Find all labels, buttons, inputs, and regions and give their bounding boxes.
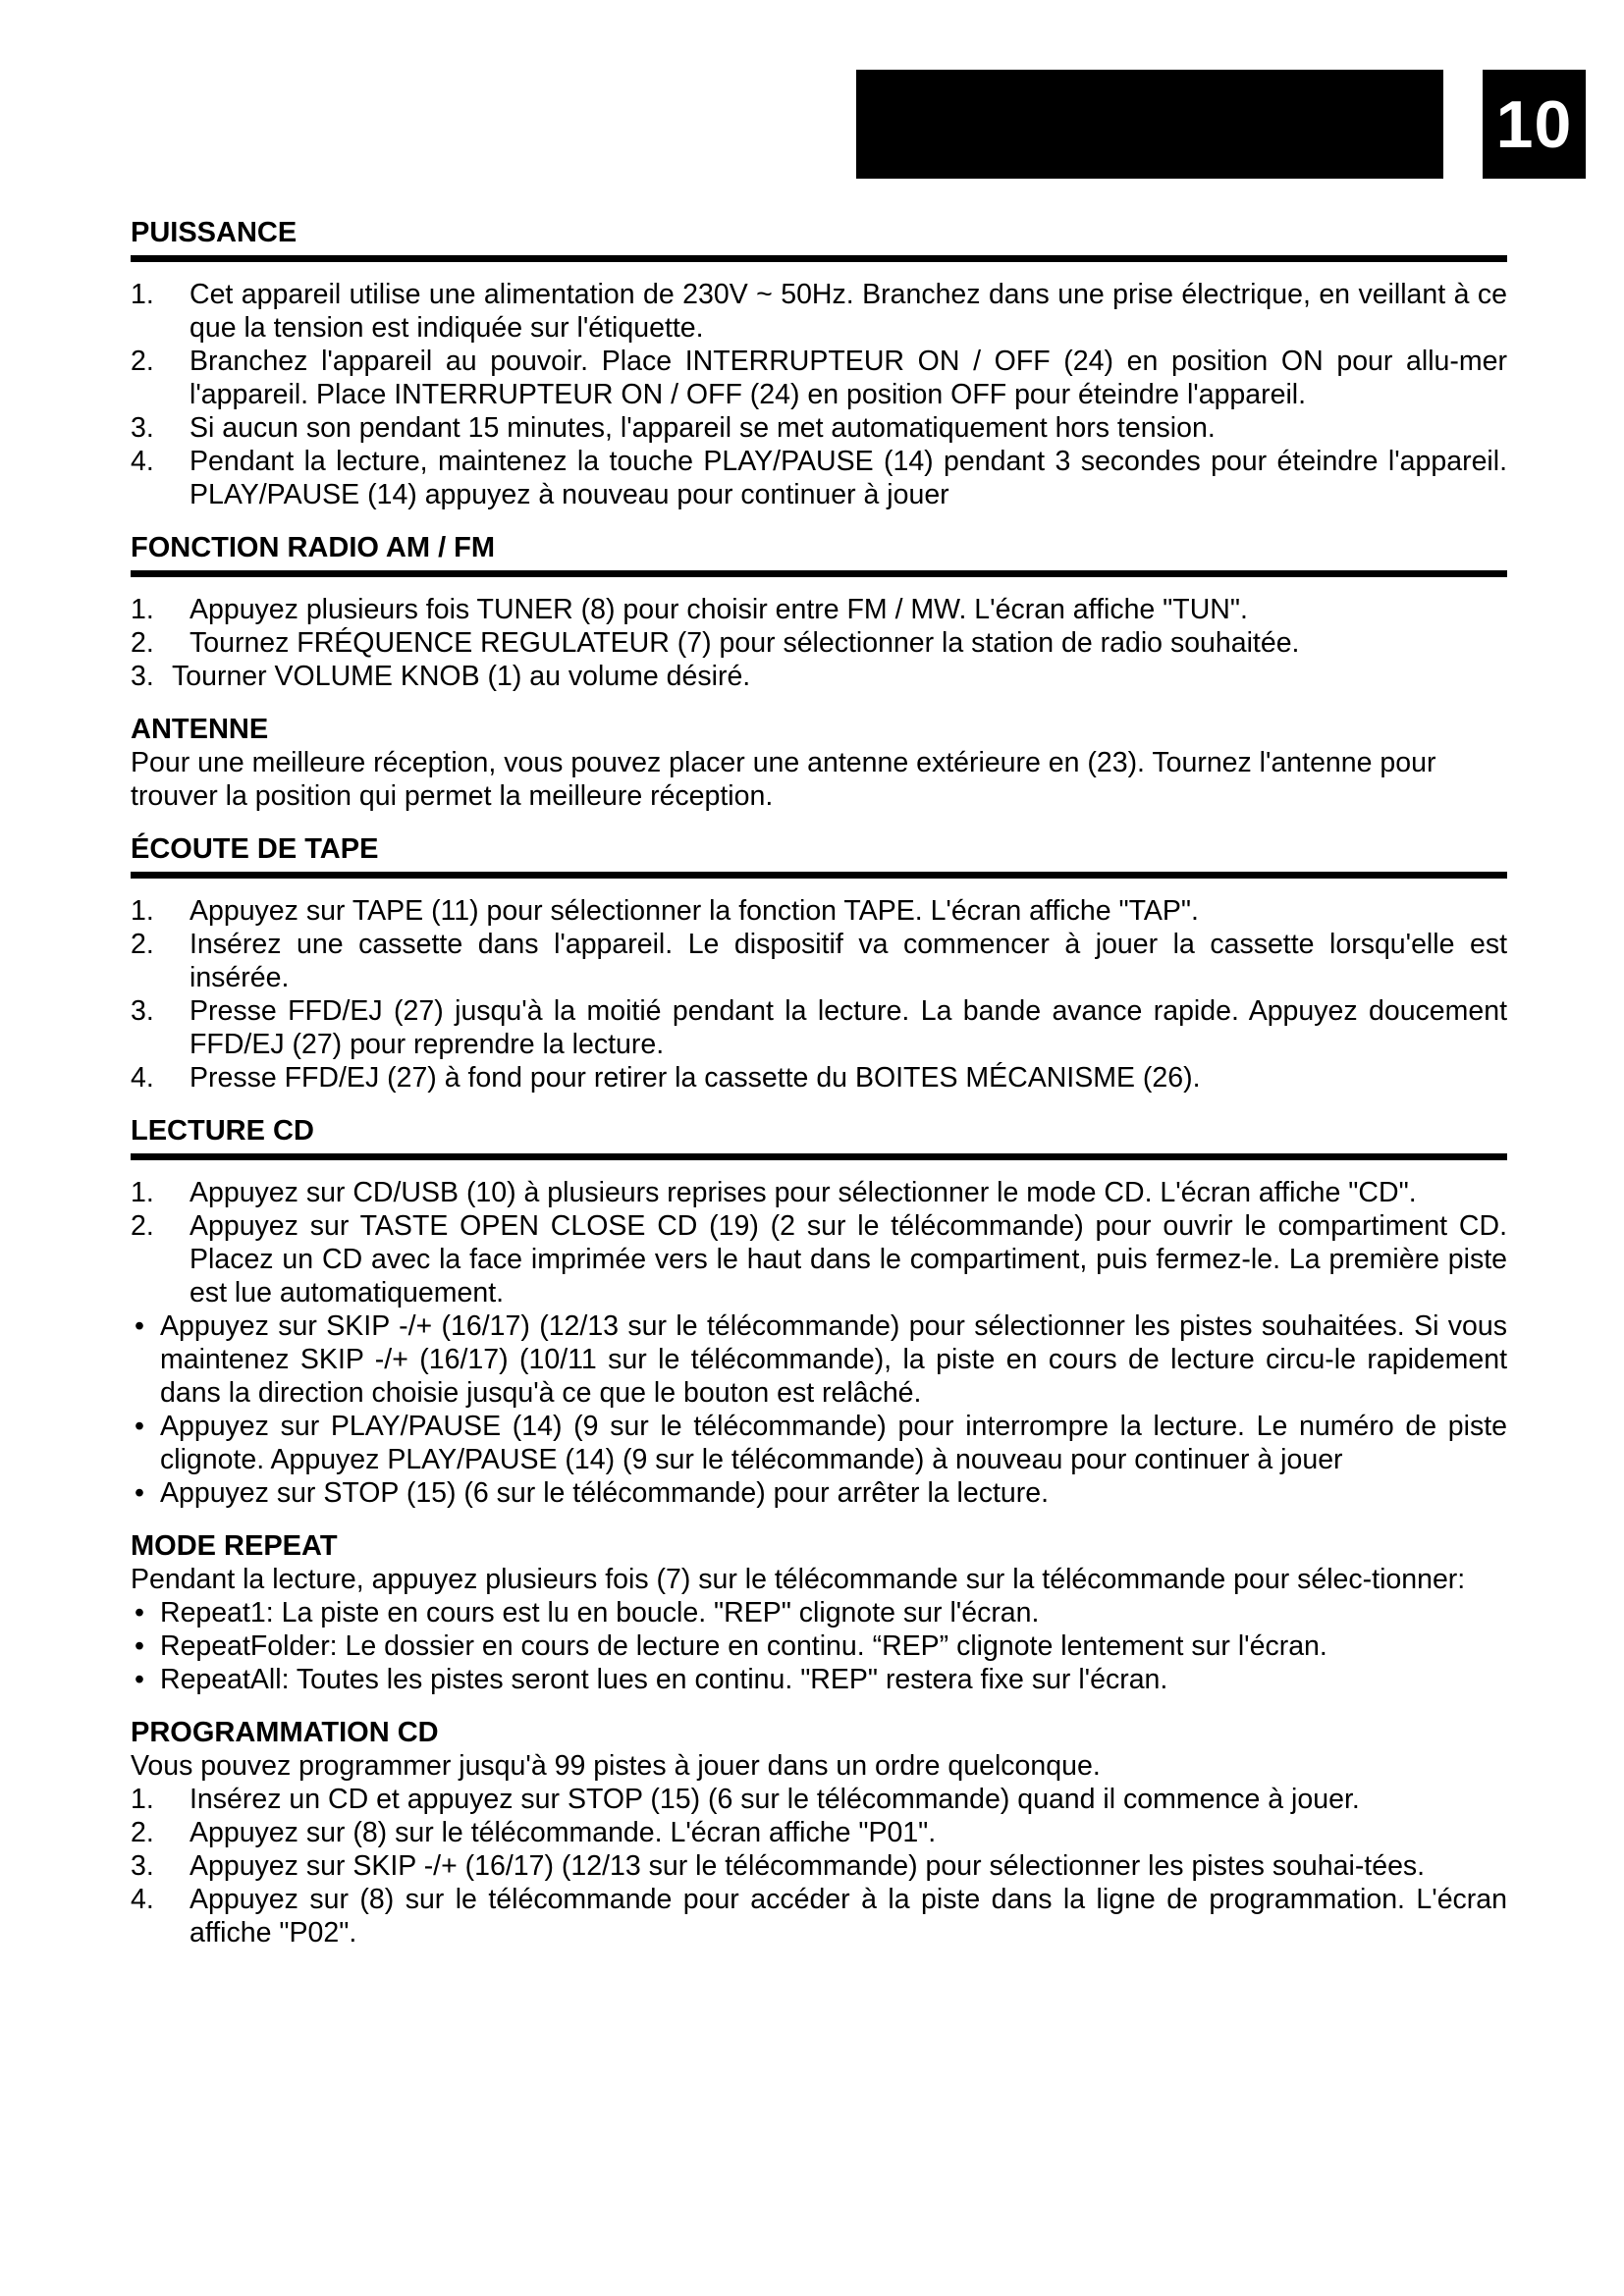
- list-item: [131, 660, 1507, 693]
- paragraph: Pour une meilleure réception, vous pouvez placer une antenne extérieure en (23). Tournez l'antenne pour trouver la position qui permet la meilleure réception.: [131, 747, 1436, 812]
- item-text: Branchez l'appareil au pouvoir. Place INTERRUPTEUR ON / OFF (24) en position ON pour allu-mer l'appareil. Place INTERRUPTEUR ON / OFF (24) en position OFF pour éteindre l'appareil.: [189, 346, 1507, 410]
- item-text: Appuyez sur TAPE (11) pour sélectionner la fonction TAPE. L'écran affiche "TAP".: [189, 895, 1199, 927]
- item-text: Pendant la lecture, maintenez la touche PLAY/PAUSE (14) pendant 3 secondes pour éteindre l'appareil. PLAY/PAUSE (14) appuyez à nouveau pour continuer à jouer: [189, 446, 1507, 510]
- list-item: [131, 445, 1507, 511]
- item-number: 4.: [131, 446, 154, 477]
- list-item: [131, 1176, 1507, 1209]
- document-body: [131, 216, 1507, 1949]
- item-number: 2.: [131, 1817, 154, 1848]
- section-repeat: [131, 1529, 1507, 1696]
- section-puissance: [131, 216, 1507, 511]
- list-item: [131, 1816, 1507, 1849]
- bullet-icon: •: [135, 1597, 144, 1629]
- list-item: [131, 1209, 1507, 1309]
- item-text: Tourner VOLUME KNOB (1) au volume désiré.: [172, 661, 751, 692]
- list-item: [131, 1061, 1507, 1095]
- item-number: 2.: [131, 627, 154, 659]
- item-number: 2.: [131, 1210, 154, 1242]
- bullet-item: [131, 1476, 1507, 1510]
- spacer: [131, 1696, 1507, 1716]
- section-cd: [131, 1114, 1507, 1510]
- bullet-icon: •: [135, 1664, 144, 1695]
- header-bar: [856, 70, 1443, 179]
- page-number-box: [1483, 70, 1586, 179]
- item-number: 2.: [131, 929, 154, 960]
- list-item: [131, 593, 1507, 626]
- spacer: [131, 1510, 1507, 1529]
- item-number: 4.: [131, 1062, 154, 1094]
- bullet-item: [131, 1309, 1507, 1410]
- section-title-puissance: PUISSANCE: [131, 217, 298, 248]
- bullet-item: [131, 1663, 1507, 1696]
- list-item: [131, 928, 1507, 994]
- item-number: 4.: [131, 1884, 154, 1915]
- item-number: 1.: [131, 1784, 154, 1815]
- section-radio: [131, 531, 1507, 693]
- item-text: Appuyez sur TASTE OPEN CLOSE CD (19) (2 sur le télécommande) pour ouvrir le compartiment CD. Placez un CD avec la face imprimée vers le haut dans le compartiment, puis fermez-le. La première piste est lue automatiquement.: [189, 1210, 1507, 1308]
- bullet-icon: •: [135, 1477, 144, 1509]
- spacer: [131, 693, 1507, 713]
- item-text: Tournez FRÉQUENCE REGULATEUR (7) pour sélectionner la station de radio souhaitée.: [189, 627, 1300, 659]
- item-text: Appuyez sur CD/USB (10) à plusieurs reprises pour sélectionner le mode CD. L'écran affiche "CD".: [189, 1177, 1417, 1208]
- item-number: 3.: [131, 661, 154, 692]
- paragraph: Vous pouvez programmer jusqu'à 99 pistes à jouer dans un ordre quelconque.: [131, 1750, 1101, 1782]
- item-number: 1.: [131, 279, 154, 310]
- section-rule: [131, 570, 1507, 577]
- page-number: 10: [1495, 86, 1573, 162]
- bullet-icon: •: [135, 1310, 144, 1342]
- list-item: [131, 994, 1507, 1061]
- item-text: Insérez une cassette dans l'appareil. Le dispositif va commencer à jouer la cassette lorsqu'elle est insérée.: [189, 929, 1507, 993]
- bullet-icon: •: [135, 1630, 144, 1662]
- bullet-text: Repeat1: La piste en cours est lu en boucle. "REP" clignote sur l'écran.: [160, 1597, 1040, 1629]
- bullet-item: [131, 1596, 1507, 1629]
- bullet-text: Appuyez sur STOP (15) (6 sur le télécommande) pour arrêter la lecture.: [160, 1477, 1050, 1509]
- item-text: Appuyez sur SKIP -/+ (16/17) (12/13 sur le télécommande) pour sélectionner les pistes souhai-tées.: [189, 1850, 1426, 1882]
- section-rule: [131, 1153, 1507, 1160]
- bullet-item: [131, 1629, 1507, 1663]
- paragraph: Pendant la lecture, appuyez plusieurs fois (7) sur le télécommande sur la télécommande pour sélec-tionner:: [131, 1564, 1466, 1595]
- bullet-text: RepeatAll: Toutes les pistes seront lues en continu. "REP" restera fixe sur l'écran.: [160, 1664, 1168, 1695]
- item-text: Insérez un CD et appuyez sur STOP (15) (6 sur le télécommande) quand il commence à jouer.: [189, 1784, 1360, 1815]
- list-item: [131, 1849, 1507, 1883]
- item-number: 1.: [131, 895, 154, 927]
- bullet-item: [131, 1410, 1507, 1476]
- bullet-icon: •: [135, 1411, 144, 1442]
- list-item: [131, 894, 1507, 928]
- list-item: [131, 1883, 1507, 1949]
- list-item: [131, 626, 1507, 660]
- section-title-repeat: MODE REPEAT: [131, 1530, 338, 1562]
- item-number: 3.: [131, 1850, 154, 1882]
- item-number: 3.: [131, 412, 154, 444]
- bullet-text: RepeatFolder: Le dossier en cours de lecture en continu. “REP” clignote lentement sur l'écran.: [160, 1630, 1327, 1662]
- section-title-cd: LECTURE CD: [131, 1115, 314, 1147]
- section-tape: [131, 832, 1507, 1095]
- item-text: Cet appareil utilise une alimentation de 230V ~ 50Hz. Branchez dans une prise électrique, en veillant à ce que la tension est indiquée sur l'étiquette.: [189, 279, 1507, 344]
- list-item: [131, 278, 1507, 345]
- item-text: Si aucun son pendant 15 minutes, l'appareil se met automatiquement hors tension.: [189, 412, 1216, 444]
- item-text: Appuyez sur (8) sur le télécommande. L'écran affiche "P01".: [189, 1817, 937, 1848]
- bullet-text: Appuyez sur SKIP -/+ (16/17) (12/13 sur le télécommande) pour sélectionner les pistes souhaitées. Si vous maintenez SKIP -/+ (16/17) (10/11 sur le télécommande), la piste en cours de lecture circu-le rapidement dans la direction choisie jusqu'à ce que le bouton est relâché.: [160, 1310, 1507, 1409]
- section-program: [131, 1716, 1507, 1949]
- item-number: 2.: [131, 346, 154, 377]
- section-antenne: [131, 713, 1507, 813]
- bullet-text: Appuyez sur PLAY/PAUSE (14) (9 sur le télécommande) pour interrompre la lecture. Le numéro de piste clignote. Appuyez PLAY/PAUSE (14) (9 sur le télécommande) à nouveau pour continuer à jouer: [160, 1411, 1507, 1475]
- item-text: Appuyez plusieurs fois TUNER (8) pour choisir entre FM / MW. L'écran affiche "TUN".: [189, 594, 1248, 625]
- item-number: 3.: [131, 995, 154, 1027]
- list-item: [131, 345, 1507, 411]
- item-number: 1.: [131, 1177, 154, 1208]
- section-title-radio: FONCTION RADIO AM / FM: [131, 532, 496, 563]
- section-title-antenne: ANTENNE: [131, 714, 269, 745]
- item-number: 1.: [131, 594, 154, 625]
- list-item: [131, 1783, 1507, 1816]
- spacer: [131, 511, 1507, 531]
- list-item: [131, 411, 1507, 445]
- item-text: Presse FFD/EJ (27) jusqu'à la moitié pendant la lecture. La bande avance rapide. Appuyez doucement FFD/EJ (27) pour reprendre la lecture.: [189, 995, 1507, 1060]
- item-text: Presse FFD/EJ (27) à fond pour retirer la cassette du BOITES MÉCANISME (26).: [189, 1062, 1201, 1094]
- item-text: Appuyez sur (8) sur le télécommande pour accéder à la piste dans la ligne de programmation. L'écran affiche "P02".: [189, 1884, 1507, 1949]
- section-title-tape: ÉCOUTE DE TAPE: [131, 833, 379, 865]
- section-rule: [131, 872, 1507, 879]
- section-title-program: PROGRAMMATION CD: [131, 1717, 439, 1748]
- spacer: [131, 813, 1507, 832]
- spacer: [131, 1095, 1507, 1114]
- section-rule: [131, 255, 1507, 262]
